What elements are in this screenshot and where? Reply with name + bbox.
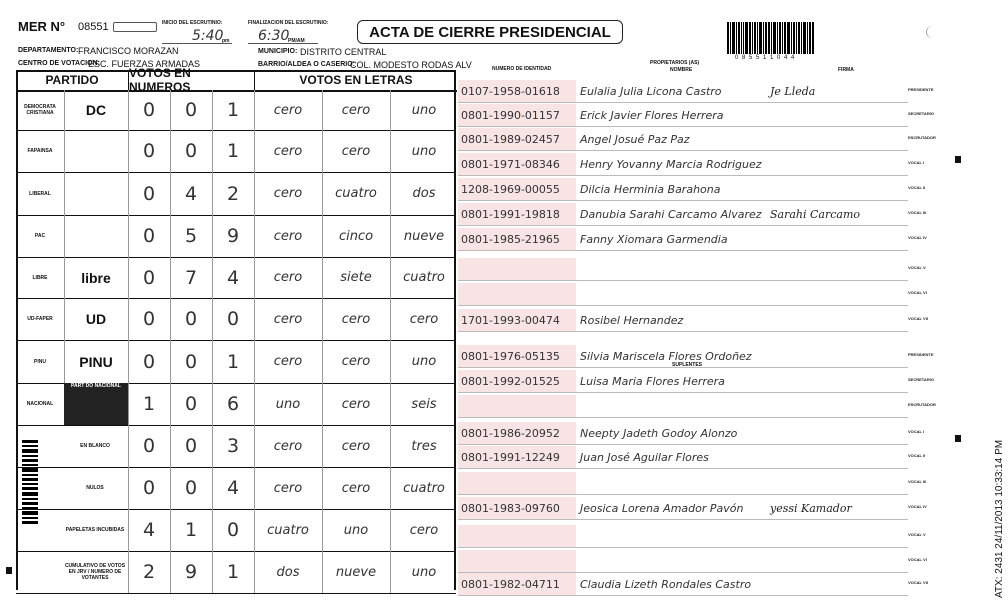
party-row (16, 130, 456, 173)
vote-digit: 0 (128, 340, 171, 383)
vote-word: uno (322, 509, 391, 551)
member-signature (768, 550, 910, 572)
total-row (16, 425, 456, 468)
member-signature (768, 395, 910, 417)
member-role: VOCAL V (908, 532, 926, 537)
vote-word: cero (254, 172, 323, 215)
vote-digit: 0 (128, 130, 171, 172)
vote-word: cero (322, 298, 391, 340)
member-dni (458, 525, 576, 547)
member-signature: yessi Kamador (770, 501, 852, 515)
member-dni: 0801-1989-02457 (458, 128, 576, 150)
departamento-value: FRANCISCO MORAZAN (78, 46, 179, 56)
vote-digit: 0 (170, 383, 213, 425)
member-signature (768, 446, 910, 468)
vote-word: tres (411, 438, 437, 454)
member-signature (768, 309, 910, 331)
vote-digit: 1 (170, 509, 213, 551)
member-row (458, 153, 908, 176)
vote-digit: 5 (170, 215, 213, 257)
member-role: ESCRUTADOR (908, 402, 936, 407)
header-propietarios: PROPIETARIOS (AS) (650, 60, 700, 66)
vote-word: cero (254, 298, 323, 340)
party-row (16, 172, 456, 216)
vote-word: cero (322, 130, 391, 172)
member-dni: 0801-1990-01157 (458, 104, 576, 126)
header-votos-numeros: VOTOS EN NUMEROS (128, 70, 255, 92)
member-row (458, 370, 908, 393)
vote-digit: 0 (170, 425, 213, 467)
member-dni: 1208-1969-00055 (458, 178, 576, 200)
vote-digit: 6 (212, 383, 255, 425)
member-row (458, 283, 908, 306)
vote-digit: 0 (170, 90, 213, 130)
vote-digit: 9 (170, 551, 213, 593)
member-name: Fanny Xiomara Garmendia (580, 232, 728, 246)
inicio-line (162, 43, 232, 44)
member-name: Danubia Sarahi Carcamo Alvarez (580, 207, 762, 221)
member-row (458, 309, 908, 332)
member-signature (768, 104, 910, 126)
party-row (16, 257, 456, 299)
party-logo: DC (64, 90, 129, 130)
vote-word: dos (412, 186, 436, 201)
header-votos-letras: VOTOS EN LETRAS (254, 70, 457, 92)
header-firma: FIRMA (838, 67, 854, 73)
member-row (458, 525, 908, 548)
municipio-label: MUNICIPIO: (258, 48, 298, 55)
registration-mark-icon (6, 567, 12, 574)
vote-word: cero (322, 425, 391, 467)
member-role: VOCAL I (908, 429, 925, 434)
member-name: Jeosica Lorena Amador Pavón (580, 501, 744, 515)
mer-stamp-icon (113, 22, 157, 32)
vote-digit: 0 (170, 298, 213, 340)
party-name: UD-FAPER (16, 298, 65, 340)
member-row (458, 178, 908, 201)
vote-digit: 2 (128, 551, 171, 593)
party-name: LIBERAL (16, 172, 65, 215)
final-time: 6:30 (258, 28, 290, 44)
vote-word: cero (409, 522, 439, 538)
member-role: VOCAL II (908, 453, 926, 458)
member-row (458, 228, 908, 251)
member-signature (768, 258, 910, 280)
party-logo: PART DO NACIONAL (64, 383, 129, 425)
member-row (458, 446, 908, 469)
party-logo (64, 172, 129, 215)
vote-digit: 4 (212, 467, 255, 509)
member-role: VOCAL IV (908, 504, 927, 509)
member-dni: 0801-1986-20952 (458, 422, 576, 444)
member-signature (768, 573, 910, 595)
vote-digit: 0 (128, 215, 171, 257)
vote-word: uno (254, 383, 323, 425)
inicio-ampm: pm (222, 38, 230, 44)
vote-word: cero (254, 90, 323, 130)
member-name (578, 525, 762, 547)
party-name: NACIONAL (16, 383, 65, 425)
member-signature (768, 283, 910, 305)
party-logo (64, 215, 129, 257)
member-name (578, 472, 762, 494)
member-row (458, 258, 908, 281)
party-name: PINU (16, 340, 65, 383)
member-signature (768, 228, 910, 250)
member-signature (768, 472, 910, 494)
member-name (578, 258, 762, 280)
vote-word: uno (411, 564, 437, 580)
member-dni (458, 550, 576, 572)
member-role: VOCAL I (908, 160, 925, 165)
member-role: VOCAL V (908, 265, 926, 270)
member-name: Dilcia Herminia Barahona (580, 182, 721, 196)
member-role: SECRETARIO (908, 111, 934, 116)
member-role: VOCAL VI (908, 290, 927, 295)
vote-digit: 0 (128, 90, 171, 130)
registration-mark-icon (955, 156, 961, 163)
party-name: LIBRE (16, 257, 65, 298)
member-signature (768, 345, 910, 367)
member-signature: Sarahi Carcamo (770, 207, 861, 221)
final-line (248, 43, 318, 44)
vote-word: nueve (322, 551, 391, 593)
member-dni: 1701-1993-00474 (458, 309, 576, 331)
vote-word: cero (254, 425, 323, 467)
member-row (458, 345, 908, 368)
party-name: PAC (16, 215, 65, 257)
member-role: PRESIDENTE (908, 87, 934, 92)
final-ampm: PM/AM (288, 38, 305, 44)
member-dni (458, 283, 576, 305)
total-row (16, 509, 456, 552)
vote-digit: 0 (170, 340, 213, 383)
vote-word: cuatro (403, 270, 445, 285)
header-identidad: NUMERO DE IDENTIDAD (492, 66, 552, 72)
party-row (16, 215, 456, 258)
vote-digit: 1 (212, 340, 255, 383)
member-signature (768, 422, 910, 444)
vote-word: dos (254, 551, 323, 593)
member-signature (768, 153, 910, 175)
vote-word: uno (411, 143, 437, 159)
vote-word: cero (254, 130, 323, 172)
vote-digit: 4 (212, 257, 255, 298)
vote-digit: 4 (170, 172, 213, 215)
member-name (578, 550, 762, 572)
vote-digit: 0 (128, 298, 171, 340)
final-label: FINALIZACION DEL ESCRUTINIO: (248, 20, 329, 26)
party-row (16, 383, 456, 426)
member-name (578, 283, 762, 305)
member-signature (768, 525, 910, 547)
vote-digit: 0 (170, 130, 213, 172)
vote-digit: 0 (212, 298, 255, 340)
party-row (16, 90, 456, 131)
vote-word: cero (409, 311, 439, 327)
vote-digit: 7 (170, 257, 213, 298)
side-barcode (22, 440, 38, 560)
member-name: Juan José Aguilar Flores (580, 450, 709, 464)
member-dni: 0801-1991-12249 (458, 446, 576, 468)
vote-digit: 1 (212, 90, 255, 130)
vote-digit: 0 (128, 172, 171, 215)
member-dni: 0801-1982-04711 (458, 573, 576, 595)
total-label: EN BLANCO (62, 425, 129, 467)
vote-word: cero (322, 383, 391, 425)
vote-word: cero (322, 340, 391, 383)
vote-word: cero (254, 257, 323, 298)
party-row (16, 340, 456, 384)
vote-word: cero (254, 467, 323, 509)
vote-digit: 1 (128, 383, 171, 425)
vote-word: cinco (322, 215, 391, 257)
member-name (578, 395, 762, 417)
member-role: SECRETARIO (908, 377, 934, 382)
departamento-label: DEPARTAMENTO: (18, 47, 79, 54)
party-logo: UD (64, 298, 129, 340)
vote-digit: 4 (128, 509, 171, 551)
total-label: CUMULATIVO DE VOTOS EN JRV / NUMERO DE VOTANTES (62, 551, 129, 593)
member-role: PRESIDENTE (908, 352, 934, 357)
member-name: Silvia Mariscela Flores Ordoñez (580, 349, 752, 363)
vote-word: cero (322, 90, 391, 130)
total-label: NULOS (62, 467, 129, 509)
municipio-value: DISTRITO CENTRAL (300, 47, 387, 57)
member-name: Erick Javier Flores Herrera (580, 108, 724, 122)
total-label: PAPELETAS INCUBIDAS (62, 509, 129, 551)
header-partido: PARTIDO (16, 70, 128, 92)
vote-digit: 9 (212, 215, 255, 257)
party-logo (64, 130, 129, 172)
member-dni (458, 472, 576, 494)
member-role: VOCAL VII (908, 580, 928, 585)
member-name: Rosibel Hernandez (580, 313, 684, 327)
vote-word: cero (254, 340, 323, 383)
registration-mark-icon (955, 435, 961, 442)
barcode-number: 0 8 5 5 1 1 0 4 4 (735, 55, 796, 61)
corner-mark-icon (926, 26, 939, 38)
vote-digit: 1 (212, 130, 255, 172)
member-role: VOCAL IV (908, 235, 927, 240)
member-dni: 0801-1985-21965 (458, 228, 576, 250)
member-row (458, 550, 908, 573)
member-row (458, 497, 908, 520)
vote-digit: 0 (128, 425, 171, 467)
vote-digit: 0 (128, 257, 171, 298)
inicio-time: 5:40 (192, 28, 224, 44)
member-dni: 0801-1971-08346 (458, 153, 576, 175)
header-suplentes: SUPLENTES (672, 362, 703, 368)
vote-digit: 2 (212, 172, 255, 215)
transmission-stamp: ATX: 2431 24/11/2013 10:33:14 PM (994, 439, 1005, 598)
member-name: Henry Yovanny Marcia Rodriguez (580, 157, 762, 171)
header-nombre: NOMBRE (670, 67, 693, 73)
vote-word: uno (411, 102, 437, 118)
member-dni (458, 395, 576, 417)
vote-word: cuatro (403, 480, 445, 496)
vote-word: uno (411, 354, 437, 369)
barrio-label: BARRIO/ALDEA O CASERIO: (258, 61, 355, 68)
member-row (458, 422, 908, 445)
party-logo: PINU (64, 340, 129, 383)
member-row (458, 128, 908, 151)
member-dni: 0107-1958-01618 (458, 80, 576, 102)
member-row (458, 573, 908, 596)
member-role: VOCAL III (908, 479, 927, 484)
member-role: VOCAL VII (908, 316, 928, 321)
member-row (458, 472, 908, 495)
member-dni: 0801-1991-19818 (458, 203, 576, 225)
member-name: Claudia Lizeth Rondales Castro (580, 577, 752, 591)
member-signature (768, 128, 910, 150)
mer-number: 08551 (78, 21, 109, 33)
member-role: VOCAL III (908, 210, 927, 215)
member-dni: 0801-1983-09760 (458, 497, 576, 519)
member-dni: 0801-1992-01525 (458, 370, 576, 392)
member-name: Luisa Maria Flores Herrera (580, 374, 725, 388)
member-row (458, 80, 908, 103)
inicio-label: INICIO DEL ESCRUTINIO: (162, 20, 223, 26)
member-signature: Je Lleda (770, 84, 816, 98)
member-name: Eulalia Julia Licona Castro (580, 84, 722, 98)
vote-word: seis (411, 396, 437, 412)
total-row (16, 551, 456, 594)
vote-word: cuatro (254, 509, 323, 551)
barcode (727, 22, 847, 54)
vote-digit: 0 (128, 467, 171, 509)
member-role: VOCAL II (908, 185, 926, 190)
centro-label: CENTRO DE VOTACION: (18, 60, 100, 67)
vote-word: siete (322, 257, 391, 298)
member-name: Angel Josué Paz Paz (580, 132, 690, 146)
vote-word: cuatro (322, 172, 391, 215)
vote-digit: 0 (212, 509, 255, 551)
member-signature (768, 370, 910, 392)
member-row (458, 104, 908, 127)
vote-digit: 1 (212, 551, 255, 593)
vote-word: nueve (403, 228, 445, 244)
centro-value: ESC. FUERZAS ARMADAS (88, 59, 201, 69)
vote-digit: 3 (212, 425, 255, 467)
member-dni: 0801-1976-05135 (458, 345, 576, 367)
member-role: VOCAL VI (908, 557, 927, 562)
member-signature (768, 178, 910, 200)
party-name: FAPAINSA (16, 130, 65, 172)
vote-word: cero (254, 215, 323, 257)
party-logo: libre (64, 257, 129, 298)
vote-word: cero (322, 467, 391, 509)
member-row (458, 395, 908, 418)
mer-label: MER N° (18, 19, 66, 34)
barrio-value: COL. MODESTO RODAS ALV (350, 60, 472, 70)
member-row (458, 203, 908, 226)
member-name: Neepty Jadeth Godoy Alonzo (580, 426, 738, 440)
total-row (16, 467, 456, 510)
party-row (16, 298, 456, 341)
document-title: ACTA DE CIERRE PRESIDENCIAL (357, 20, 623, 44)
member-dni (458, 258, 576, 280)
vote-digit: 0 (170, 467, 213, 509)
party-name: DEMOCRATA CRISTIANA (16, 90, 65, 130)
member-role: ESCRUTADOR (908, 135, 936, 140)
